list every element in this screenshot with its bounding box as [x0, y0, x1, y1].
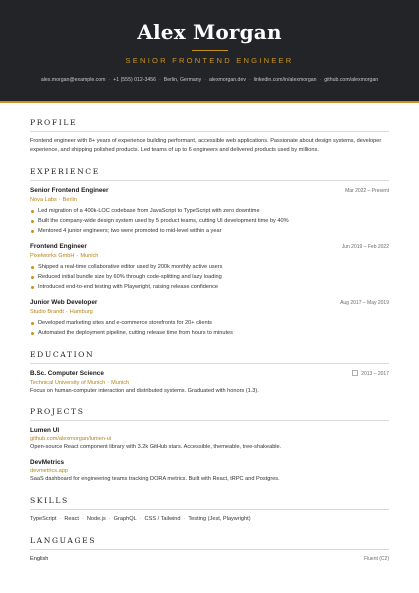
list-item: Automated the deployment pipeline, cutting release time from hours to minutes — [30, 328, 389, 338]
list-item: Led migration of a 400k-LOC codebase from JavaScript to TypeScript with zero downtime — [30, 206, 389, 216]
education-section — [30, 350, 389, 396]
languages-section — [30, 536, 389, 564]
experience-entry — [30, 186, 389, 236]
job-location: Berlin — [62, 196, 77, 203]
school-location: Munich — [111, 379, 130, 386]
job-title: Frontend Engineer — [30, 242, 87, 250]
section-title: SKILLS — [30, 496, 389, 510]
degree-title: B.Sc. Computer Science — [30, 369, 104, 377]
contact-email[interactable]: alex.morgan@example.com — [40, 77, 106, 83]
dot-separator: · — [107, 379, 110, 386]
contact-separator: · — [319, 77, 322, 83]
skill-item: Testing (Jest, Playwright) — [188, 515, 251, 522]
skill-item: TypeScript — [30, 515, 57, 522]
job-location: Hamburg — [69, 308, 93, 315]
job-location: Munich — [80, 252, 99, 259]
education-date: 2013 – 2017 — [361, 370, 389, 377]
skills-section — [30, 496, 389, 524]
project-name: DevMetrics — [30, 459, 65, 467]
skill-item: GraphQL — [113, 515, 137, 522]
section-title: LANGUAGES — [30, 536, 389, 550]
resume-body — [0, 118, 419, 564]
job-bullets — [30, 262, 389, 292]
list-item: Developed marketing sites and e-commerce storefronts for 20+ clients — [30, 318, 389, 328]
projects-section — [30, 407, 389, 484]
contact-linkedin[interactable]: linkedin.com/in/alexmorgan — [253, 77, 317, 83]
list-item: Built the company-wide design system used by 5 product teams, cutting UI development time by 40% — [30, 216, 389, 226]
experience-entry — [30, 242, 389, 292]
skill-item: CSS / Tailwind — [144, 515, 181, 522]
profile-section — [30, 118, 389, 155]
contact-github[interactable]: github.com/alexmorgan — [324, 77, 379, 83]
section-title: EDUCATION — [30, 350, 389, 364]
education-text: Focus on human-computer interaction and distributed systems. Graduated with honors (1.3). — [30, 387, 259, 394]
contact-website[interactable]: alexmorgan.dev — [209, 77, 246, 83]
list-item: Introduced end-to-end testing with Playwright, raising release confidence — [30, 282, 389, 292]
job-company: Pixelworks GmbH — [30, 252, 75, 259]
job-company: Nova Labs — [30, 196, 57, 203]
dot-separator: · — [76, 252, 79, 259]
job-date: Jun 2019 – Feb 2022 — [341, 243, 389, 250]
job-title: Senior Frontend Engineer — [30, 186, 109, 194]
contact-separator: · — [248, 77, 251, 83]
skill-separator: · — [81, 515, 84, 522]
education-date-line — [352, 370, 389, 379]
experience-section — [30, 167, 389, 338]
dot-separator: · — [65, 308, 68, 315]
job-company-line — [30, 252, 389, 260]
language-level: Fluent (C2) — [363, 555, 389, 562]
skill-separator: · — [183, 515, 186, 522]
skill-separator: · — [108, 515, 111, 522]
contact-phone[interactable]: +1 (555) 012-3456 — [113, 77, 157, 83]
project-entry — [30, 426, 389, 452]
job-company: Studio Brandt — [30, 308, 64, 315]
profile-text: Frontend engineer with 8+ years of experience building performant, accessible web applications. Passionate about design systems, developer experience, and shipping polished products. Led teams of up to 6 engineers and delivered products used by millions. — [30, 138, 382, 153]
contact-location: Berlin, Germany — [163, 77, 202, 83]
project-link[interactable]: github.com/alexmorgan/lumen-ui — [30, 436, 112, 443]
skill-separator: · — [59, 515, 62, 522]
job-company-line — [30, 308, 389, 316]
skill-separator: · — [139, 515, 142, 522]
contact-separator: · — [159, 77, 161, 83]
skill-item: Node.js — [86, 515, 106, 522]
language-name: English — [30, 555, 49, 562]
project-link[interactable]: devmetrics.app — [30, 468, 68, 475]
header-divider — [192, 50, 228, 51]
dot-separator: · — [58, 196, 61, 203]
project-name: Lumen UI — [30, 427, 60, 435]
section-title: PROJECTS — [30, 407, 389, 421]
calendar-icon — [352, 370, 358, 376]
job-bullets — [30, 206, 389, 236]
job-title: Junior Web Developer — [30, 298, 98, 306]
language-row — [30, 555, 389, 564]
skill-item: React — [64, 515, 79, 522]
experience-entry — [30, 298, 389, 338]
contact-separator: · — [204, 77, 207, 83]
candidate-role: SENIOR FRONTEND ENGINEER — [125, 56, 294, 65]
project-entry — [30, 458, 389, 484]
job-date: Aug 2017 – May 2019 — [340, 299, 389, 306]
contact-line — [0, 76, 419, 84]
candidate-name: Alex Morgan — [137, 20, 282, 44]
job-bullets — [30, 318, 389, 338]
school-line — [30, 379, 389, 387]
job-company-line — [30, 196, 389, 204]
school-name: Technical University of Munich — [30, 379, 106, 386]
job-date: Mar 2022 – Present — [345, 187, 389, 194]
resume-header — [0, 0, 419, 103]
list-item: Shipped a real-time collaborative editor used by 200k monthly active users — [30, 262, 389, 272]
contact-separator: · — [108, 77, 111, 83]
list-item: Mentored 4 junior engineers; two were promoted to mid-level within a year — [30, 226, 389, 236]
list-item: Reduced initial bundle size by 60% through code-splitting and lazy loading — [30, 272, 389, 282]
project-text: Open-source React component library with 3.2k GitHub stars. Accessible, themeable, tree-shakeable. — [30, 444, 282, 451]
section-title: PROFILE — [30, 118, 389, 132]
section-title: EXPERIENCE — [30, 167, 389, 181]
skills-list — [30, 515, 389, 524]
project-text: SaaS dashboard for engineering teams tracking DORA metrics. Built with React, tRPC and Postgres. — [30, 476, 280, 483]
